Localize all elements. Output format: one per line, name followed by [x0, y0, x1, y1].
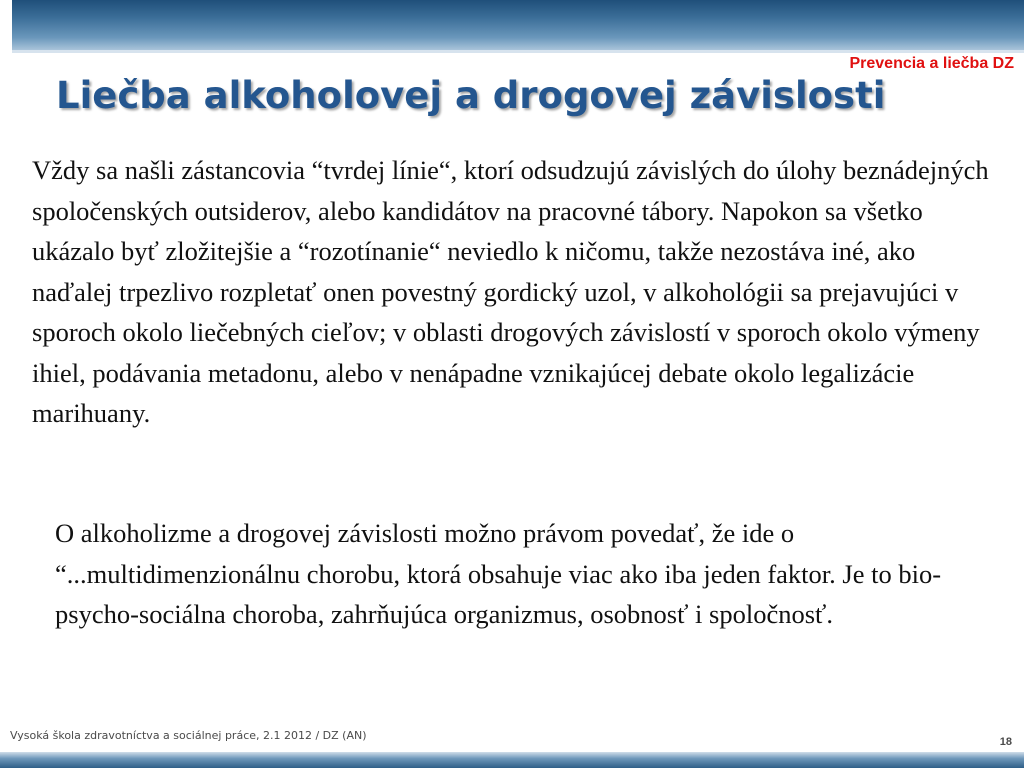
top-decorative-band — [0, 0, 1024, 50]
top-band-divider — [12, 50, 1024, 53]
slide-title: Liečba alkoholovej a drogovej závislosti — [56, 74, 886, 117]
body-paragraph-1: Vždy sa našli zástancovia “tvrdej línie“, ktorí odsudzujú závislých do úlohy beznádejných spoločenských outsiderov, alebo kandidátov na pracovné tábory. Napokon sa všetko ukázalo byť zložitejšie a “rozotínanie“ neviedlo k ničomu, takže nezostáva iné, ako naďalej trpezlivo rozpletať onen povestný gordický uzol, v alkohológii sa prejavujúci v sporoch okolo liečebných cieľov; v oblasti drogových závislostí v sporoch okolo výmeny ihiel, podávania metadonu, alebo v nenápadne vznikajúcej debate okolo legalizácie marihuany. — [32, 155, 989, 428]
top-band-margin — [0, 0, 12, 50]
footer-institution: Vysoká škola zdravotníctva a sociálnej práce, 2.1 2012 / DZ (AN) — [10, 729, 367, 742]
page-number: 18 — [999, 736, 1012, 748]
bottom-decorative-band — [0, 752, 1024, 768]
body-paragraph-2: O alkoholizme a drogovej závislosti možno právom povedať, že ide o “...multidimenzionálnu chorobu, ktorá obsahuje viac ako iba jeden faktor. Je to bio-psycho-sociálna choroba, zahrňujúca organizmus, osobnosť i spoločnosť. — [55, 518, 942, 629]
slide-subtitle: Prevencia a liečba DZ — [849, 55, 1014, 72]
